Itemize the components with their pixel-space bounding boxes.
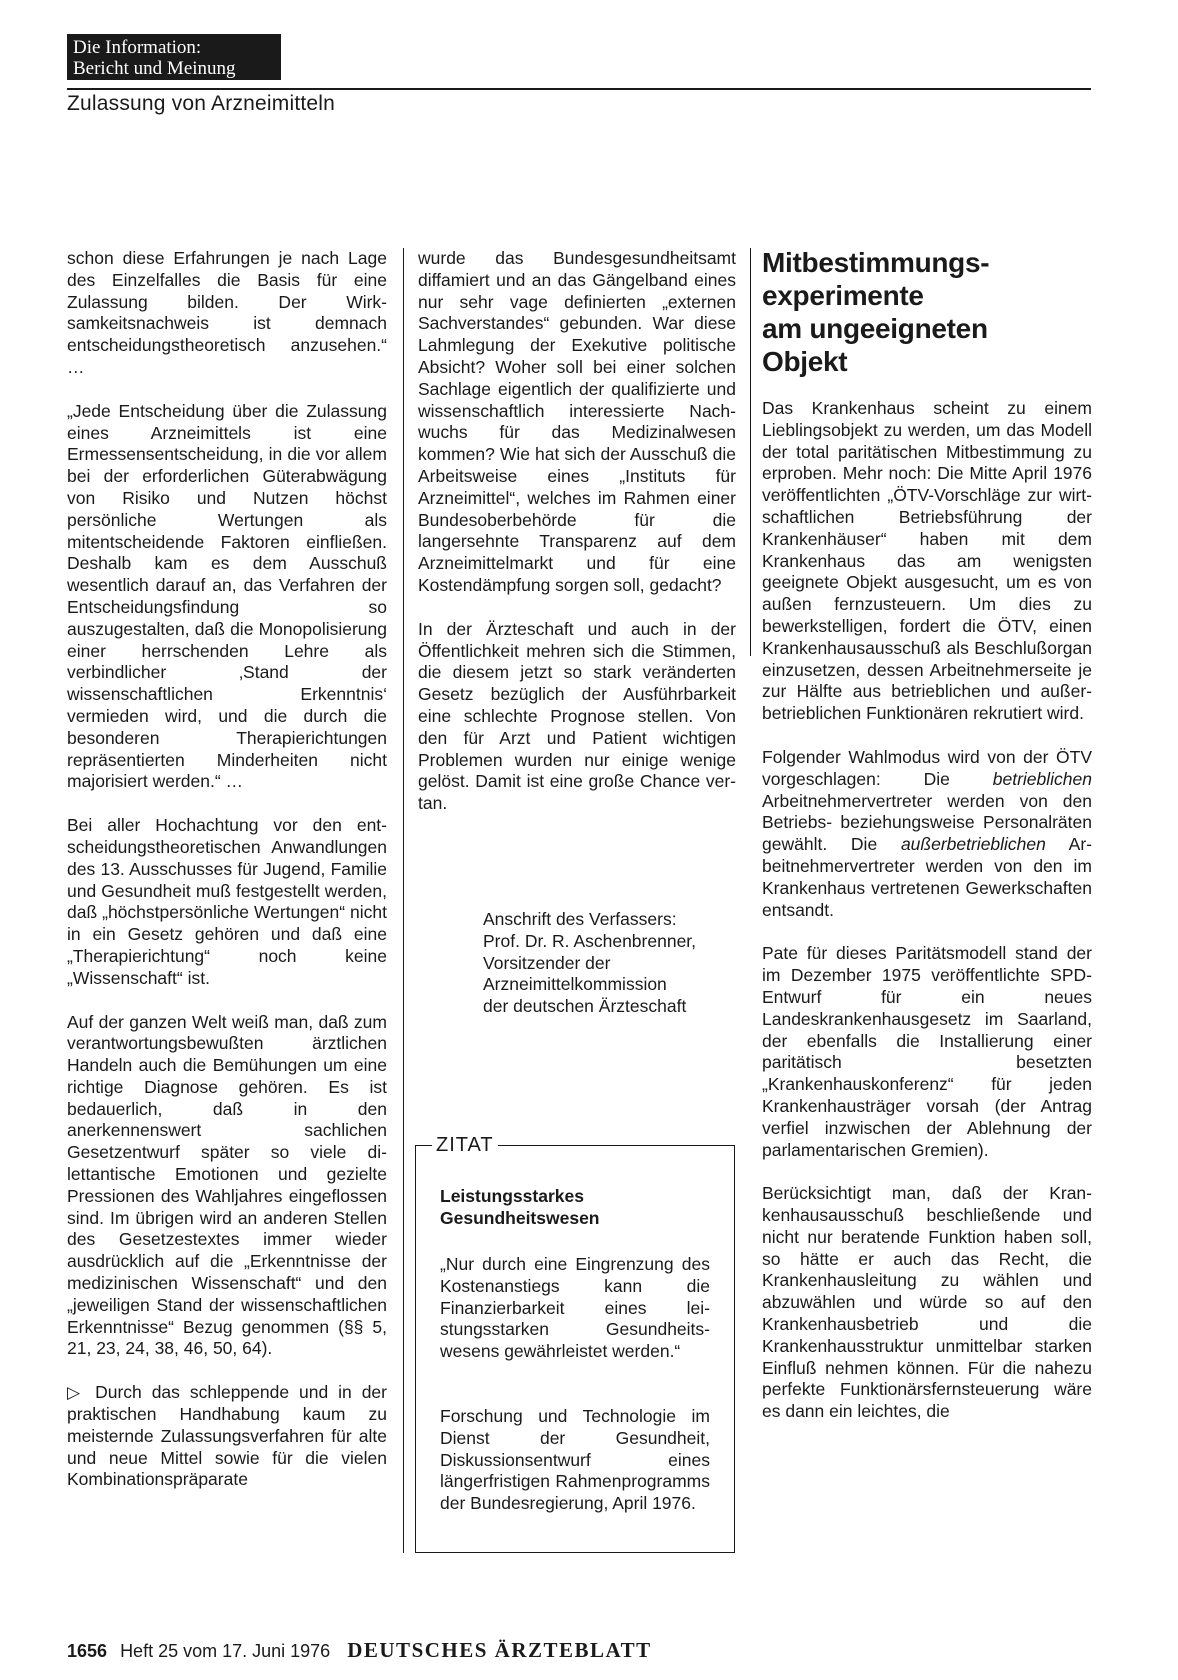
heading-line: experimente: [762, 280, 924, 311]
col1-paragraph: schon diese Erfahrungen je nach Lage des Einzelfalles die Basis für eine Zulassung bilden. Der Wirksamkeitsnachweis ist demnach entscheidungstheoretisch anzusehen.“ …: [67, 248, 387, 377]
col3-emphasis: außerbetrieblichen: [900, 834, 1046, 855]
col3-emphasis: betrieblichen: [992, 768, 1092, 789]
heading-line: Mitbestimmungs-: [762, 247, 990, 278]
heading-line: am ungeeigneten: [762, 313, 988, 344]
column-1: [67, 248, 387, 1513]
quote-source: Forschung und Technologie im Dienst der Gesundheit, Diskussionsentwurf eines längerfristigen Rahmenprogramms der Bundesregierung, April 1976.: [440, 1406, 710, 1514]
col3-paragraph: Pate für dieses Paritätsmodell stand der im Dezember 1975 veröffentlichte SPD-Entwurf für ein neues Landeskrankenhausgesetz im Saarland, der ebenfalls die Installierung einer paritätisch besetzten „Krankenhauskonferenz“ für jeden Krankenhausträger vorsah (der Antrag verfiel inzwischen der Ablehnung der parlamentarischen Gremien).: [762, 943, 1092, 1160]
col3-paragraph: [762, 747, 1092, 921]
author-address: [483, 909, 753, 1018]
col3-paragraph: Berücksichtigt man, daß der Krankenhausausschuß beschließende und nicht nur beratende Funktion haben soll, so hätte er auch das Recht, die Krankenhausleitung zu wählen und abzuwählen und würde so auf den Krankenhausbetrieb und die Krankenhausstruktur unmittelbar starken Einfluß nehmen können. Für die nahezu perfekte Funktionärsfernsteuerung wäre es dann ein leichtes, die: [762, 1183, 1092, 1422]
address-line: Prof. Dr. R. Aschenbrenner,: [483, 930, 697, 951]
col3-paragraph: Das Krankenhaus scheint zu einem Lieblingsobjekt zu werden, um das Modell der total paritätischen Mitbestimmung zu erproben. Mehr noch: Die Mitte April 1976 veröffentlichten „ÖTV-Vorschläge zur wirtschaftlichen Betriebsführung der Krankenhäuser“ haben mit dem Krankenhaus das am wenigsten geeignete Objekt ausgesucht, um es von außen fernzusteuern. Um dies zu bewerkstelligen, fordert die ÖTV, einen Krankenhausausschuß als Beschlußorgan einzusetzen, dessen Arbeitnehmerseite je zur Hälfte aus betrieblichen und außerbetrieblichen Funktionären rekrutiert wird.: [762, 398, 1092, 724]
section-label-box: [67, 34, 281, 80]
address-line: Vorsitzender der: [483, 952, 611, 973]
col1-paragraph: [67, 1382, 387, 1491]
column-divider: [750, 248, 751, 656]
triangle-marker-icon: ▷: [67, 1383, 86, 1403]
col2-paragraph: wurde das Bundesgesundheitsamt diffamiert und an das Gängelband eines nur sehr vage definierten „externen Sachverstandes“ gebunden. War diese Lahmlegung der Exekutive politische Absicht? Woher soll bei einer solchen Sachlage eigentlich der qualifizierte und wissenschaftlich interessierte Nachwuchs für das Medizinalwesen kommen? Wie hat sich der Ausschuß die Arbeitsweise eines „Instituts für Arzneimittel“, welches im Rahmen einer Bundesoberbehörde für die langersehnte Transparenz auf dem Arzneimittelmarkt und für eine Kostendämpfung sorgen soll, gedacht?: [418, 248, 736, 595]
issue-info: Heft 25 vom 17. Juni 1976: [120, 1641, 331, 1661]
section-label-line2: Bericht und Meinung: [73, 58, 236, 79]
heading-line: Objekt: [762, 346, 848, 377]
address-line: der deutschen Ärzteschaft: [483, 996, 687, 1017]
address-line: Anschrift des Verfassers:: [483, 909, 677, 929]
col1-paragraph: Bei aller Hochachtung vor den entscheidungstheoretischen Anwandlungen des 13. Ausschusses für Jugend, Familie und Gesundheit muß festgestellt werden, daß „höchstpersönliche Wertungen“ nicht in ein Gesetz gehören und daß eine „Therapierichtung“ noch keine „Wissenschaft“ ist.: [67, 815, 387, 988]
col1-paragraph-text: Durch das schleppende und in der praktischen Handhabung kaum zu meisternde Zulassungsverfahren für alte und neue Mittel sowie für die vielen Kombinationspräparate: [67, 1382, 387, 1490]
page-number: 1656: [67, 1641, 108, 1661]
section-label-line1: Die Information:: [73, 37, 202, 58]
quote-title-line2: Gesundheitswesen: [440, 1207, 600, 1228]
col3-text: Arbeitnehmervertreter werden von den im Krankenhaus vertretenen Gewerkschaften entsandt.: [762, 834, 1092, 920]
column-divider: [403, 248, 404, 1553]
article-heading: [762, 246, 1092, 378]
address-line: Arzneimittelkommission: [483, 974, 667, 995]
quote-title-line1: Leistungsstarkes: [440, 1186, 584, 1206]
column-2: [418, 248, 736, 837]
col1-paragraph: Auf der ganzen Welt weiß man, daß zum verantwortungsbewußten ärztlichen Handeln auch die Bemühungen um eine richtige Diagnose gehören. Es ist bedauerlich, daß in den anerkennenswert sachlichen Gesetzentwurf später so viele dilettantische Emotionen und gezielte Pressionen des Wahljahres eingeflossen sind. Im übrigen wird an anderen Stellen des Gesetzestextes immer wieder ausdrücklich auf die „Erkenntnisse der medizinischen Wissenschaft“ und den „jeweiligen Stand der wissenschaftlichen Erkenntnisse“ Bezug genommen (§§ 5, 21, 23, 24, 38, 46, 50, 64).: [67, 1011, 387, 1359]
quote-box-label: ZITAT: [432, 1134, 498, 1157]
col3-text: Folgender Wahlmodus wird von der ÖTV vorgeschlagen: Die: [762, 746, 1092, 789]
col1-paragraph: „Jede Entscheidung über die Zulassung eines Arzneimittels ist eine Ermessensentscheidung, in die vor allem bei der erforderlichen Güterabwägung von Risiko und Nutzen höchst persönliche Wertungen als mitentscheidende Faktoren einfließen. Deshalb kam es dem Ausschuß wesentlich darauf an, das Verfahren der Entscheidungsfindung so auszugestalten, daß die Monopolisierung einer herrschenden Lehre als verbindlicher ‚Stand der wissenschaftlichen Erkenntnis‘ vermieden wird, und die durch die besonderen Therapierichtungen repräsentierten Minderheiten nicht majorisiert werden.“ …: [67, 400, 387, 792]
page-footer: [67, 1638, 652, 1663]
quote-title: [440, 1186, 710, 1230]
page-topic: Zulassung von Arzneimitteln: [67, 92, 336, 115]
col2-paragraph: In der Ärzteschaft und auch in der Öffentlichkeit mehren sich die Stimmen, die diesem jetzt so stark veränderten Gesetz bezüglich der Ausführbarkeit eine schlechte Prognose stellen. Von den für Arzt und Patient wichtigen Problemen wurden nur einige wenige gelöst. Damit ist eine große Chance vertan.: [418, 618, 736, 814]
column-3: [762, 398, 1092, 1445]
col3-text: Arbeitnehmervertreter werden von den Betriebs- beziehungsweise Personalräten gewählt. Die: [762, 790, 1092, 855]
header-rule: [67, 88, 1091, 90]
journal-name: DEUTSCHES ÄRZTEBLATT: [347, 1638, 652, 1662]
quote-text: „Nur durch eine Eingrenzung des Kostenanstiegs kann die Finanzierbarkeit eines leistungsstarken Gesundheitswesens gewährleistet werden.“: [440, 1254, 710, 1362]
